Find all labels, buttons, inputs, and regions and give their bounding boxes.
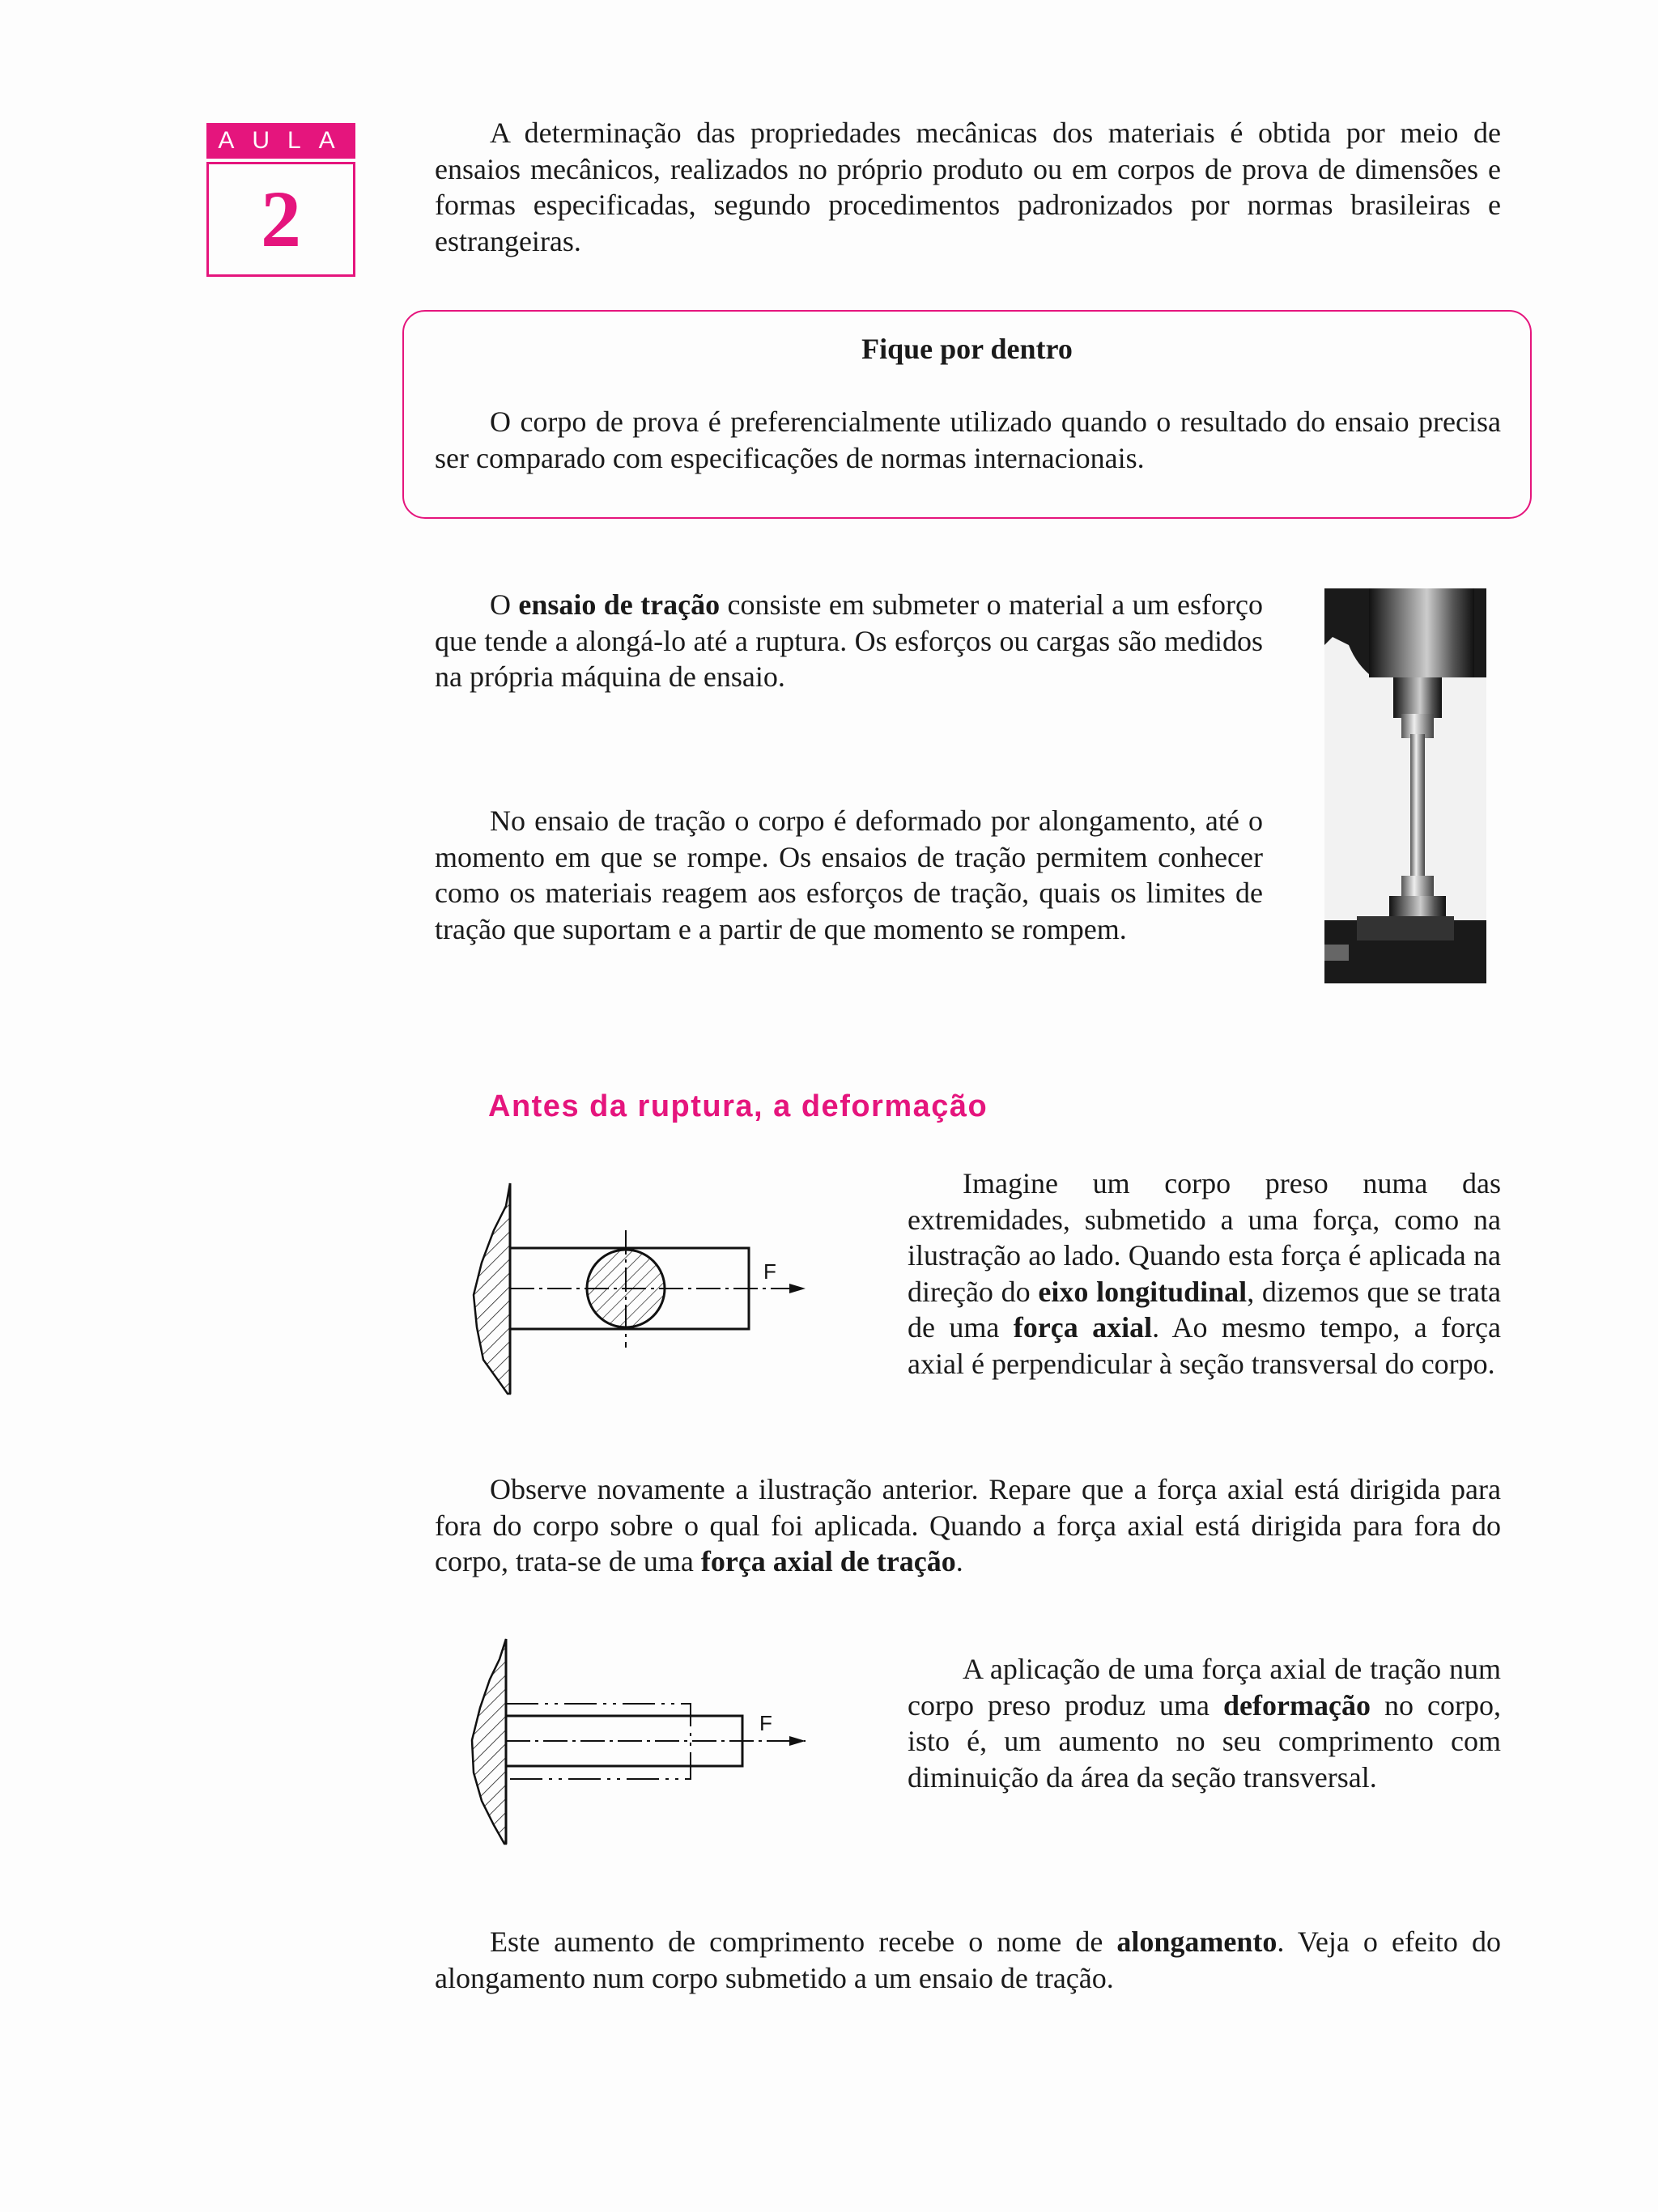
traction-paragraph-1 <box>435 587 1263 695</box>
intro-text: A determinação das propriedades mecânicas dos materiais é obtida por meio de ensaios mecânicos, realizados no próprio produto ou em corpos de prova de dimensões e formas especificadas, segundo procedimentos padronizados por normas brasileiras e estrangeiras. <box>435 117 1501 257</box>
force-label-2: F <box>759 1711 772 1735</box>
callout-text: O corpo de prova é preferencialmente utilizado quando o resultado do ensaio precisa ser comparado com especificações de normas internacionais. <box>435 405 1501 474</box>
term-deformacao: deformação <box>1223 1688 1371 1722</box>
traction-p2-text: No ensaio de tração o corpo é deformado por alongamento, até o momento em que se rompe. Os ensaios de tração permitem conhecer como os materiais reagem aos esforços de tração, quais os limites de tração que suportam e a partir de que momento se rompem. <box>435 805 1263 945</box>
force-label: F <box>763 1259 776 1284</box>
lesson-label: AULA <box>206 123 355 159</box>
axial-text-1: Imagine um corpo preso numa das extremidades, submetido a uma força, como na ilustração ao lado. Quando esta força é aplicada na direção do <box>908 1167 1501 1308</box>
term-forca-axial: força axial <box>1013 1311 1153 1344</box>
term-forca-axial-de-tracao: força axial de tração <box>700 1545 956 1577</box>
along-text-2: . Veja o efeito do alongamento num corpo submetido a um ensaio de tração. <box>435 1925 1502 1994</box>
callout-title: Fique por dentro <box>861 333 1073 365</box>
callout-paragraph <box>435 404 1501 476</box>
axial-text-2: , dizemos que se trata de uma <box>908 1275 1501 1344</box>
axial-force-paragraph <box>908 1165 1501 1382</box>
axial-force-diagram <box>449 1182 822 1400</box>
section-title: Antes da ruptura, a deformação <box>488 1089 988 1123</box>
lesson-number: 2 <box>206 162 355 277</box>
traction-paragraph-2 <box>435 803 1263 947</box>
deformation-diagram <box>449 1635 822 1853</box>
observe-text-2: . <box>955 1545 963 1577</box>
deformation-paragraph <box>908 1651 1501 1795</box>
axial-text-3: . Ao mesmo tempo, a força axial é perpendicular à seção transversal do corpo. <box>908 1311 1502 1380</box>
tensile-test-photo <box>1324 588 1486 983</box>
along-text-1: Este aumento de comprimento recebe o nome de <box>490 1925 1117 1958</box>
observe-paragraph <box>435 1471 1501 1580</box>
term-ensaio-de-tracao: ensaio de tração <box>518 588 721 621</box>
intro-paragraph <box>435 115 1501 259</box>
observe-text-1: Observe novamente a ilustração anterior. Repare que a força axial está dirigida para fora do corpo sobre o qual foi aplicada. Quando a força axial está dirigida para fora do corpo, trata-se de uma <box>435 1473 1501 1577</box>
term-eixo-longitudinal: eixo longitudinal <box>1038 1275 1248 1308</box>
traction-p1-start: O <box>490 588 519 621</box>
deform-text-2: no corpo, isto é, um aumento no seu comprimento com diminuição da área da seção transversal. <box>908 1688 1502 1794</box>
deform-text-1: A aplicação de uma força axial de tração num corpo preso produz uma <box>908 1653 1501 1722</box>
term-alongamento: alongamento <box>1116 1925 1278 1958</box>
elongation-paragraph <box>435 1924 1501 1996</box>
traction-p1-end: consiste em submeter o material a um esforço que tende a alongá-lo até a ruptura. Os esforços ou cargas são medidos na própria máquina de ensaio. <box>435 588 1263 693</box>
